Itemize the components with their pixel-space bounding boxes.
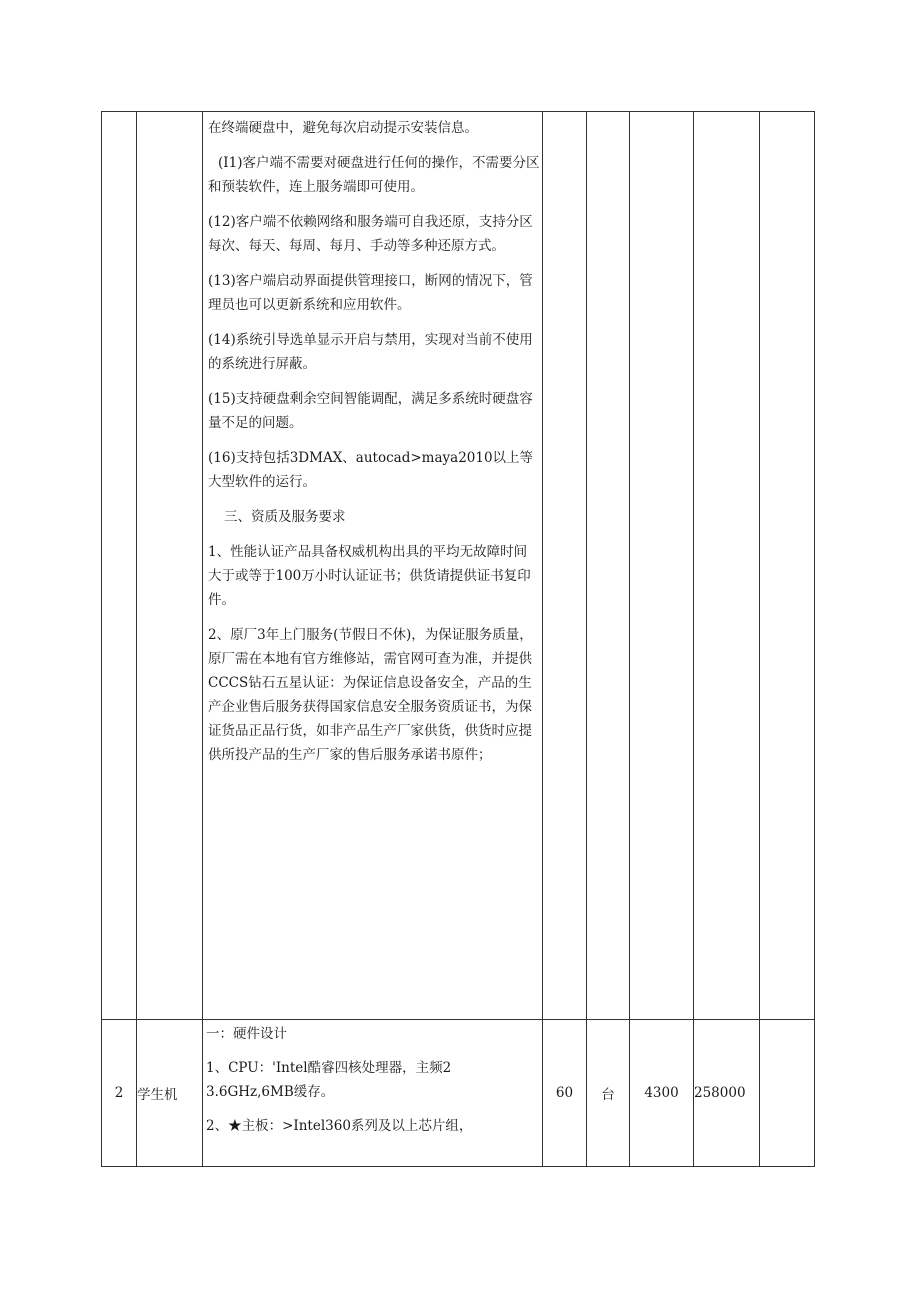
spec-cell [203, 1020, 543, 1167]
quantity-cell [543, 112, 587, 1020]
spec-paragraph: 三、资质及服务要求 [224, 509, 346, 525]
spec-paragraph: 1、性能认证产品具备权威机构出具的平均无故障时间大于或等于100万小时认证证书；供货请提供证书复印件。 [208, 544, 531, 608]
quantity-cell: 60 [543, 1020, 587, 1167]
spec-paragraph: (12)客户端不依赖网络和服务端可自我还原，支持分区每次、每天、每周、每月、手动等多种还原方式。 [208, 214, 533, 254]
index-cell: 2 [102, 1020, 137, 1167]
spec-paragraph: 1、CPU：'Intel酷睿四核处理器，主频2 3.6GHz,6MB缓存。 [206, 1060, 452, 1100]
spec-cell [203, 112, 543, 1020]
total-cell: 258000 [694, 1020, 760, 1167]
spec-paragraph: 一：硬件设计 [206, 1026, 287, 1042]
spec-paragraph: (15)支持硬盘剩余空间智能调配，满足多系统时硬盘容量不足的问题。 [208, 391, 533, 431]
spec-text [203, 1020, 542, 1138]
spec-paragraph: (I1)客户端不需要对硬盘进行任何的操作，不需要分区和预装软件，连上服务端即可使用。 [208, 155, 540, 195]
table-row [102, 112, 815, 1020]
spec-text [203, 112, 542, 767]
spec-paragraph: 在终端硬盘中，避免每次启动提示安装信息。 [208, 120, 478, 136]
total-cell [694, 112, 760, 1020]
name-cell [137, 112, 203, 1020]
spec-paragraph: 2、★主板：>Intel360系列及以上芯片组， [206, 1118, 473, 1134]
table-row [102, 1020, 815, 1167]
spec-paragraph: (14)系统引导选单显示开启与禁用，实现对当前不使用的系统进行屏蔽。 [208, 332, 533, 372]
remark-cell [760, 1020, 815, 1167]
unit-price-cell [630, 112, 694, 1020]
remark-cell [760, 112, 815, 1020]
name-cell: 学生机 [137, 1020, 203, 1167]
procurement-table [101, 111, 815, 1167]
unit-price-cell: 4300 [630, 1020, 694, 1167]
spec-paragraph: 2、原厂3年上门服务(节假日不休)，为保证服务质量，原厂需在本地有官方维修站，需官网可查为准，并提供CCCS钻石五星认证：为保证信息设备安全，产品的生产企业售后服务获得国家信息安全服务资质证书，为保证货品正品行货，如非产品生产厂家供货，供货时应提供所投产品的生产厂家的售后服务承诺书原件； [208, 627, 533, 763]
unit-cell [587, 112, 630, 1020]
unit-cell: 台 [587, 1020, 630, 1167]
spec-paragraph: (13)客户端启动界面提供管理接口，断网的情况下，管理员也可以更新系统和应用软件。 [208, 273, 533, 313]
spec-paragraph: (16)支持包括3DMAX、autocad>maya2010以上等大型软件的运行。 [208, 450, 534, 490]
index-cell [102, 112, 137, 1020]
